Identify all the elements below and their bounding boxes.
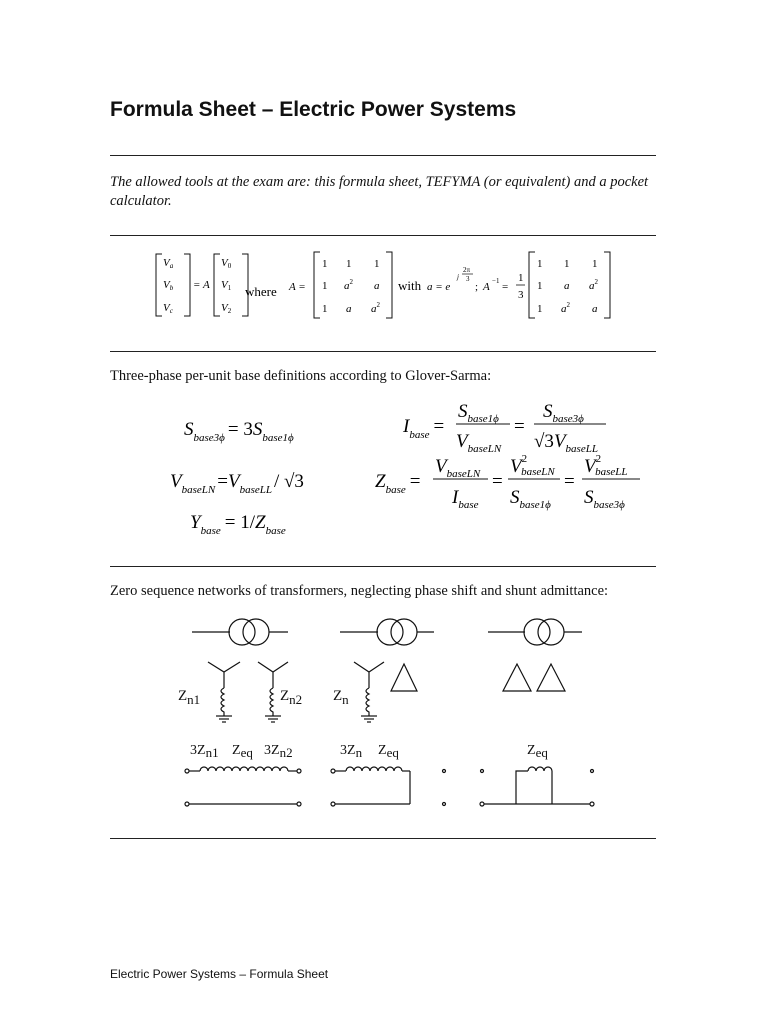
z-base-formula: $Z_{base}$ = — [375, 471, 421, 496]
svg-text:j: j — [457, 273, 459, 281]
divider — [110, 235, 656, 236]
transformer-yy-symbol — [192, 619, 288, 722]
svg-text:a: a — [374, 280, 380, 292]
svg-text:Sbase3ϕ: $S_{base3\phi}$ — [543, 401, 584, 425]
zero-sequence-diagrams — [170, 612, 630, 822]
zero-sequence-heading: Zero sequence networks of transformers, neglecting phase shift and shunt admittance: — [110, 583, 609, 599]
svg-text:VbaseLN: $V_{baseLN}$ — [456, 431, 502, 455]
divider — [110, 155, 656, 156]
svg-text:1: 1 — [592, 258, 598, 270]
svg-text:1: 1 — [537, 258, 543, 270]
label-zn2: Zn2 — [280, 688, 303, 707]
label-zn: Zn — [333, 688, 349, 707]
word-where: where — [245, 284, 277, 299]
svg-text:√3VbaseLL: $√3V_{baseLL}$ — [534, 431, 598, 455]
divider — [110, 351, 656, 352]
label-3zn: 3Zn — [340, 743, 363, 760]
svg-text:1: 1 — [564, 258, 570, 270]
v-base-formula: $V_{baseLN} =V_{baseLL} / √3$ — [170, 471, 304, 496]
svg-text:1: 1 — [322, 303, 328, 315]
svg-text:a2: $a^2$ — [561, 301, 570, 315]
svg-text:V2baseLN: $V^2$ baseLN — [510, 453, 555, 478]
svg-text:1: 1 — [518, 272, 524, 284]
svg-text:1: 1 — [374, 258, 380, 270]
svg-text:A: A — [483, 281, 490, 293]
label-3zn2: 3Zn2 — [264, 743, 293, 760]
divider — [110, 566, 656, 567]
svg-text:3: 3 — [518, 289, 524, 301]
label-3zn1: 3Zn1 — [190, 743, 219, 760]
svg-text:Sbase1ϕ: $S_{base1\phi}$ — [510, 487, 551, 511]
vector-va: Va — [163, 257, 174, 270]
svg-text:1: 1 — [537, 303, 543, 315]
label-zn1: Zn1 — [178, 688, 201, 707]
intro-text: The allowed tools at the exam are: this formula sheet, TEFYMA (or equivalent) and a pocket calculator. — [110, 174, 649, 209]
svg-text:3: 3 — [466, 275, 470, 283]
svg-text:Ibase: $I_{base}$ — [452, 487, 479, 511]
y-base-formula: $Y_{base} = 1/Z_{base}$ — [190, 512, 286, 537]
svg-text:a = e: a = e — [427, 281, 451, 293]
label-zeq-3: Zeq — [527, 743, 548, 760]
svg-text:a: a — [564, 280, 570, 292]
svg-text:1: 1 — [537, 280, 543, 292]
per-unit-formulas — [160, 395, 660, 545]
vector-v0: V0 — [221, 257, 232, 270]
label-zeq-1: Zeq — [232, 743, 253, 760]
vector-v2: V2 — [221, 302, 232, 315]
zero-sequence-network-yy — [185, 767, 301, 806]
svg-text:=: = — [564, 471, 575, 492]
svg-text:;: ; — [475, 281, 479, 293]
svg-text:a2: $a^2$ — [344, 278, 353, 292]
svg-text:Sbase1ϕ: $S_{base1\phi}$ — [458, 401, 499, 425]
svg-text:1: 1 — [322, 258, 328, 270]
page-footer: Electric Power Systems – Formula Sheet — [110, 967, 329, 981]
svg-text:a2: $a^2$ — [371, 301, 380, 315]
svg-text:1: 1 — [322, 280, 328, 292]
zero-sequence-network-delta-delta — [480, 767, 594, 806]
svg-text:−1: −1 — [492, 277, 500, 285]
per-unit-heading: Three-phase per-unit base definitions according to Glover-Sarma: — [110, 368, 492, 384]
transformer-delta-delta-symbol — [488, 619, 582, 691]
divider — [110, 838, 656, 839]
matrix-a-inverse — [537, 258, 599, 315]
svg-text:= A: = A — [193, 279, 210, 291]
matrix-a — [322, 258, 381, 315]
svg-text:2π: 2π — [463, 266, 471, 274]
svg-text:A =: A = — [289, 281, 306, 293]
svg-text:a: a — [346, 303, 352, 315]
svg-text:VbaseLN: $V_{baseLN}$ — [435, 456, 481, 480]
svg-text:=: = — [492, 471, 503, 492]
zero-sequence-network-y-delta — [331, 767, 446, 806]
svg-text:Sbase3ϕ: $S_{base3\phi}$ — [584, 487, 625, 511]
svg-text:1: 1 — [346, 258, 352, 270]
vector-vb: Vb — [163, 279, 174, 292]
s-base-formula: $S_{base3\phi} = 3S_{base1\phi}$ — [184, 419, 294, 444]
symmetrical-components-equation — [150, 248, 620, 322]
vector-v1: V1 — [221, 279, 232, 292]
svg-text:a: a — [592, 303, 598, 315]
i-base-formula: $I_{base}$ = — [403, 416, 445, 441]
vector-vc: Vc — [163, 302, 173, 315]
transformer-y-delta-symbol — [340, 619, 434, 722]
svg-text:a2: $a^2$ — [589, 278, 598, 292]
svg-text:V2baseLL: $V^2$ baseLL — [584, 453, 628, 478]
label-zeq-2: Zeq — [378, 743, 399, 760]
svg-text:=: = — [502, 281, 509, 293]
page-title: Formula Sheet – Electric Power Systems — [110, 98, 517, 121]
word-with: with — [398, 278, 422, 293]
svg-text:=: = — [514, 416, 525, 437]
